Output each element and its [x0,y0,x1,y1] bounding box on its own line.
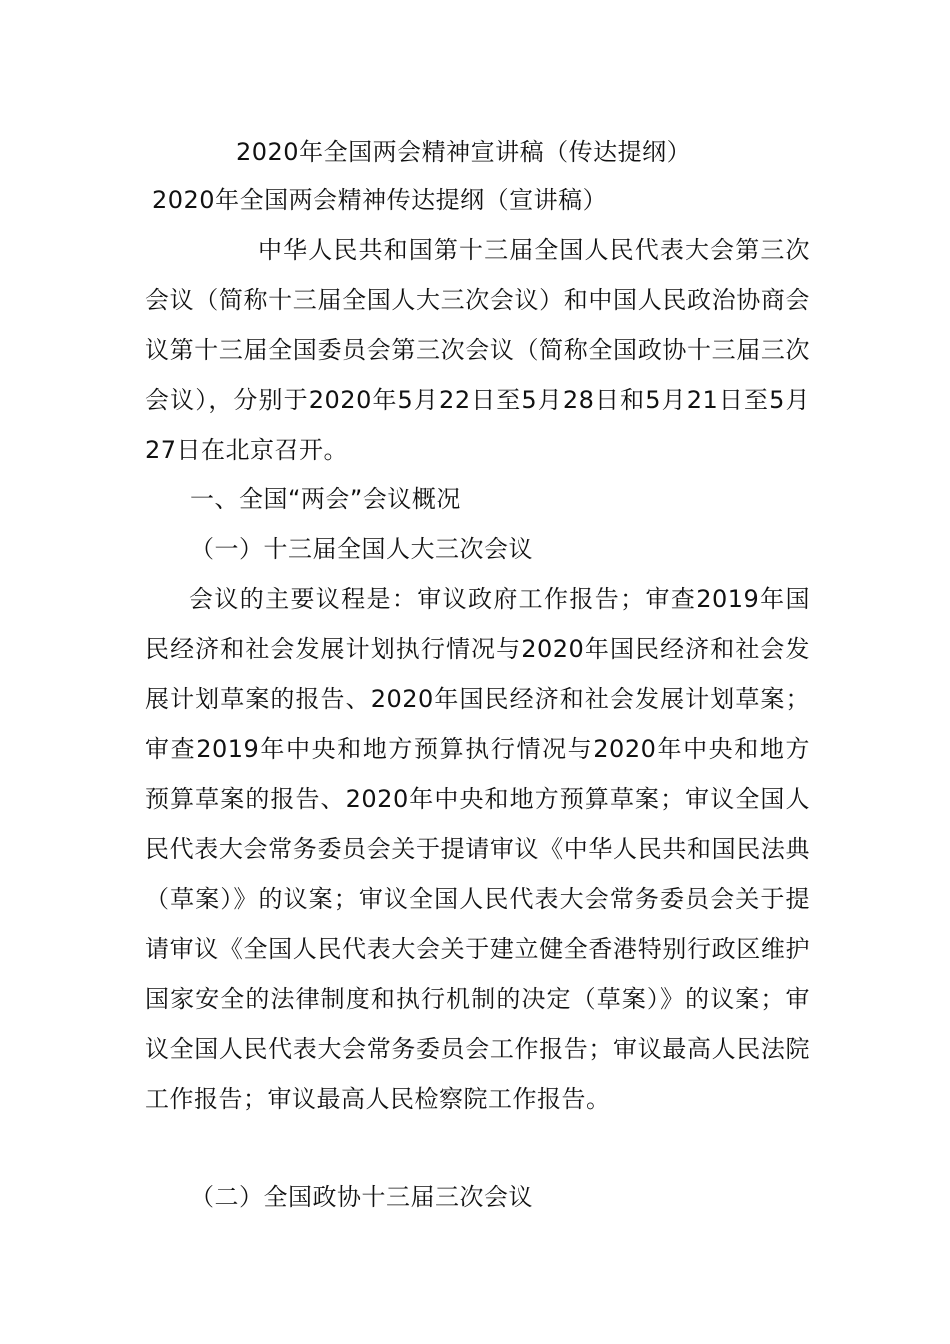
npc-agenda-paragraph: 会议的主要议程是：审议政府工作报告；审查2019年国民经济和社会发展计划执行情况与2020年国民经济和社会发展计划草案的报告、2020年国民经济和社会发展计划草案；审查2019年中央和地方预算执行情况与2020年中央和地方预算草案的报告、2020年中央和地方预算草案；审议全国人民代表大会常务委员会关于提请审议《中华人民共和国民法典（草案）》的议案；审议全国人民代表大会常务委员会关于提请审议《全国人民代表大会关于建立健全香港特别行政区维护国家安全的法律制度和执行机制的决定（草案）》的议案；审议全国人民代表大会常务委员会工作报告；审议最高人民法院工作报告；审议最高人民检察院工作报告。 [145,585,810,1113]
subsection-heading-npc: （一）十三届全国人大三次会议 [190,535,533,563]
intro-paragraph: 中华人民共和国第十三届全国人民代表大会第三次会议（简称十三届全国人大三次会议）和中国人民政治协商会议第十三届全国委员会第三次会议（简称全国政协十三届三次会议），分别于2020年5月22日至5月28日和5月21日至5月27日在北京召开。 [145,236,810,464]
document-title: 2020年全国两会精神宣讲稿（传达提纲） [236,138,692,166]
subsection-heading-cppcc: （二）全国政协十三届三次会议 [190,1183,533,1211]
document-subtitle: 2020年全国两会精神传达提纲（宣讲稿） [152,186,608,214]
section-heading-overview: 一、全国“两会”会议概况 [190,485,461,513]
